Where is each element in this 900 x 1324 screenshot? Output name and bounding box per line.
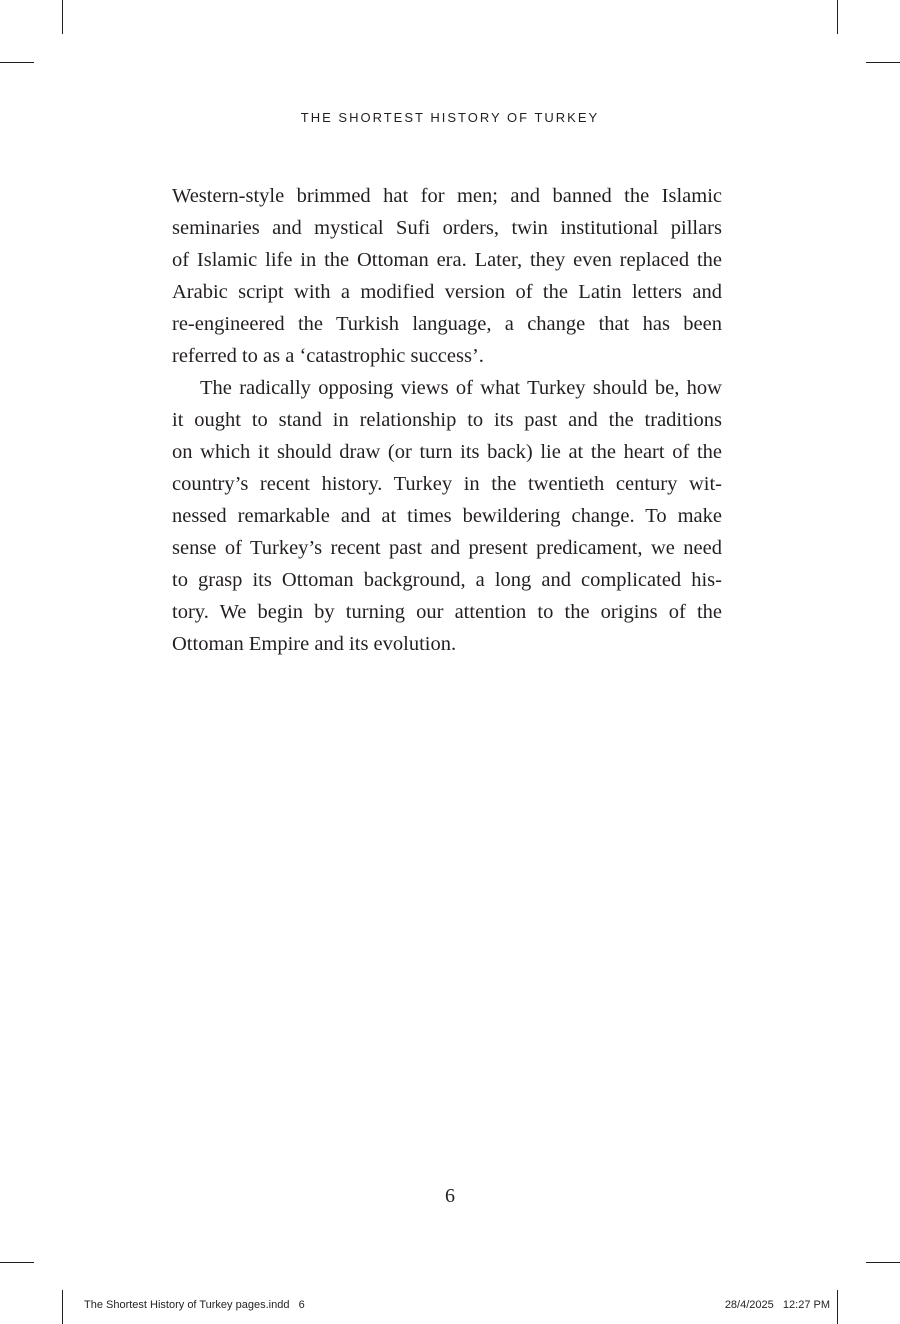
text-line: The radically opposing views of what Turkey should be, how [200,377,722,399]
crop-mark-right-top [866,62,900,63]
text-line: referred to as a ‘catastrophic success’. [172,345,484,367]
text-line: re-engineered the Turkish language, a change that has been [172,313,722,335]
text-line: Ottoman Empire and its evolution. [172,633,457,655]
text-line: country’s recent history. Turkey in the twentieth century wit- [172,473,722,495]
crop-mark-bottom-right [837,1290,838,1324]
text-line: seminaries and mystical Sufi orders, twin institutional pillars [172,217,722,239]
text-line: to grasp its Ottoman background, a long and complicated his- [172,569,722,591]
crop-mark-left-top [0,62,34,63]
running-head: THE SHORTEST HISTORY OF TURKEY [300,110,600,125]
crop-mark-left-bottom [0,1262,34,1263]
text-line: Western-style brimmed hat for men; and banned the Islamic [172,185,722,207]
slug-timestamp: 28/4/2025 12:27 PM [724,1299,830,1311]
text-line: sense of Turkey’s recent past and present predicament, we need [172,537,722,559]
text-line: tory. We begin by turning our attention to the origins of the [172,601,722,623]
text-line: it ought to stand in relationship to its past and the traditions [172,409,722,431]
slug-file-name: The Shortest History of Turkey pages.indd 6 [84,1299,305,1311]
text-line: on which it should draw (or turn its back) lie at the heart of the [172,441,722,463]
crop-mark-top-right [837,0,838,34]
text-line: Arabic script with a modified version of the Latin letters and [172,281,722,303]
crop-mark-right-bottom [866,1262,900,1263]
text-line: nessed remarkable and at times bewildering change. To make [172,505,722,527]
body-text [172,180,722,660]
text-line: of Islamic life in the Ottoman era. Later, they even replaced the [172,249,722,271]
crop-mark-bottom-left [62,1290,63,1324]
page-number: 6 [445,1185,455,1207]
crop-mark-top-left [62,0,63,34]
